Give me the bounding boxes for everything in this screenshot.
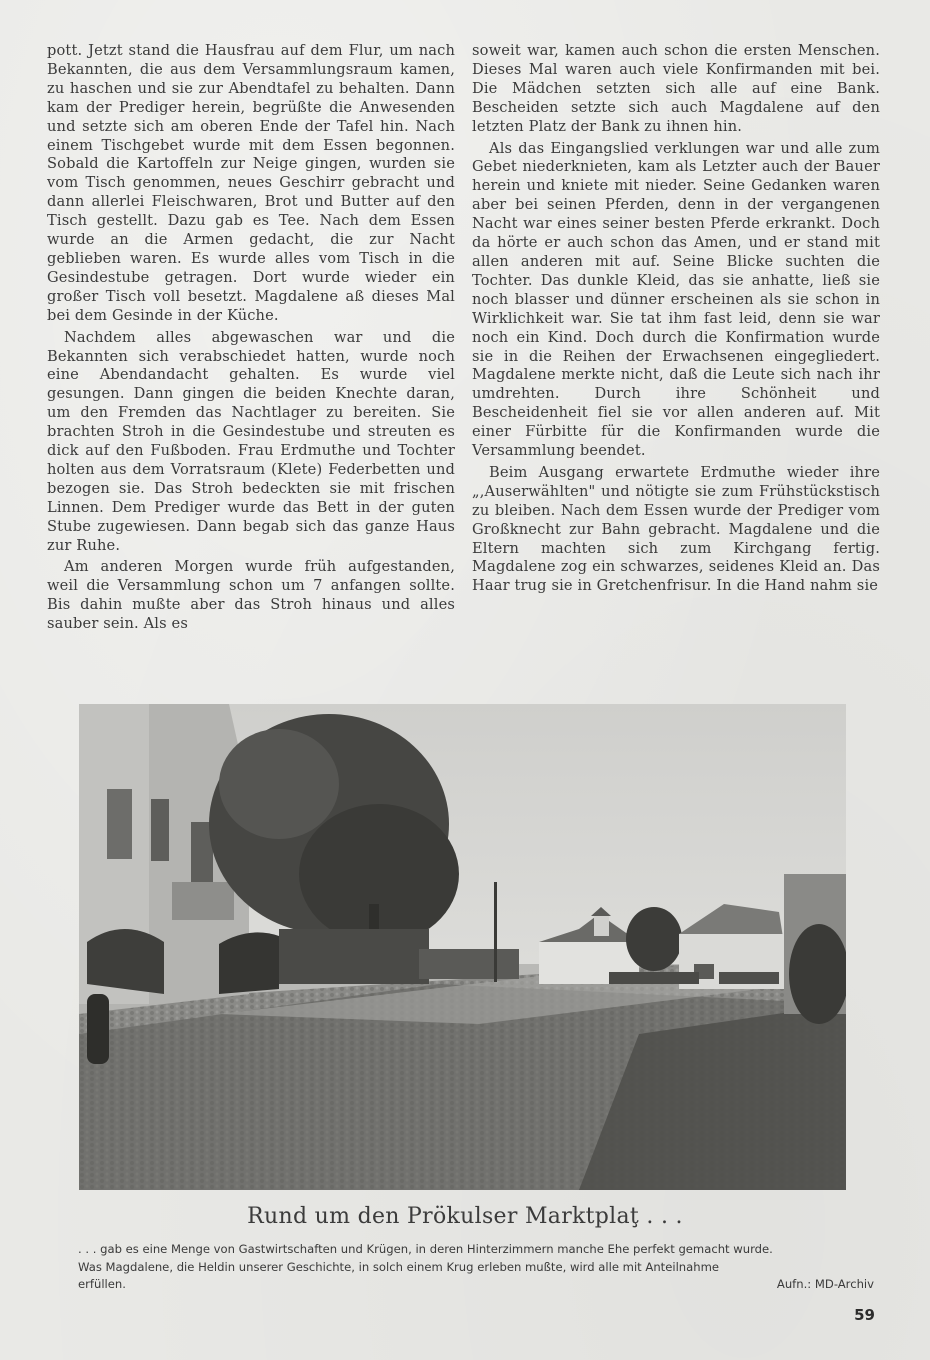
arched-gateway [219,932,279,994]
paragraph: pott. Jetzt stand die Hausfrau auf dem Flur, um nach Bekannten, die aus dem Versammlungsraum kamen, zu haschen und sie zur Abendtafel zu behalten. Dann kam der Prediger herein, begrüßte die Anwesenden und setzte sich am oberen Ende der Tafel hin. Nach einem Tischgebet wurde mit dem Essen begonnen. Sobald die Kartoffeln zur Neige gingen, wurden sie vom Tisch genommen, neues Geschirr gebracht und dann allerlei Fleischwaren, Brot und Butter auf den Tisch gestellt. Dazu gab es Tee. Nach dem Essen wurde an die Armen gedacht, die zur Nacht geblieben waren. Es wurde alles vom Tisch in die Gesindestube getragen. Dort wurde wieder ein großer Tisch voll besetzt. Magdalene aß dieses Mal bei dem Gesinde in der Küche. [47,42,455,324]
person [87,994,109,1064]
photo-caption-title: Rund um den Prökulser Marktplaţ . . . [247,1204,683,1229]
page-number: 59 [854,1306,875,1324]
carts [609,972,699,984]
caption-line: erfüllen. [78,1277,126,1291]
caption-line: . . . gab es eine Menge von Gastwirtschaften und Krügen, in deren Hinterzimmern manche Ehe perfekt gemacht wurde. [78,1242,773,1256]
paragraph: soweit war, kamen auch schon die ersten Menschen. Dieses Mal waren auch viele Konfirmanden mit bei. Die Mädchen setzten sich alle auf eine Bank. Bescheiden setzte sich auch Magdalene auf den letzten Platz der Bank zu ihnen hin. [472,42,880,135]
article-column-left [47,42,455,634]
article-column-right [472,42,880,596]
photo-caption [78,1241,874,1294]
tree-crown [219,729,339,839]
photo-illustration [79,704,846,1190]
paragraph: Beim Ausgang erwartete Erdmuthe wieder ihre „,Auserwählten" und nötigte sie zum Frühstückstisch zu bleiben. Nach dem Essen wurde der Prediger vom Großknecht zur Bahn gebracht. Magdalene und die Eltern machten sich zum Kirchgang fertig. Magdalene zog ein schwarzes, seidenes Kleid an. Das Haar trug sie in Gretchenfrisur. In die Hand nahm sie [472,463,880,595]
utility-pole [494,882,497,982]
window [107,789,132,859]
photo-credit: Aufn.: MD-Archiv [776,1277,874,1291]
tower [594,914,609,936]
tree [626,907,682,971]
market-square-photo [79,704,846,1190]
shop-sign [172,882,234,920]
shed [279,929,429,984]
carts [719,972,779,984]
caption-line: Was Magdalene, die Heldin unserer Geschichte, in solch einem Krug erleben mußte, wird alle mit Anteilnahme [78,1259,720,1274]
shed [419,949,519,979]
arched-doorway [87,929,164,994]
paragraph: Als das Eingangslied verklungen war und alle zum Gebet niederknieten, kam als Letzter auch der Bauer herein und kniete mit nieder. Seine Gedanken waren aber bei seinen Pferden, denn in der vergangenen Nacht war eines seiner besten Pferde erkrankt. Doch da hörte er auch schon das Amen, und er stand mit allen anderen mit auf. Seine Blicke suchten die Tochter. Das dunkle Kleid, das sie anhatte, ließ sie noch blasser und dünner erscheinen als sie schon in Wirklichkeit war. Sie tat ihm fast leid, denn sie war noch ein Kind. Doch durch die Konfirmation wurde sie in die Reihen der Erwachsenen eingegliedert. Magdalene merkte nicht, daß die Leute sich nach ihr umdrehten. Durch ihre Schönheit und Bescheidenheit fiel sie vor allen anderen auf. Mit einer Fürbitte für die Konfirmanden wurde die Versammlung beendet. [472,139,880,460]
window [151,799,169,861]
caption-credit-row [78,1276,874,1294]
paragraph: Am anderen Morgen wurde früh aufgestanden, weil die Versammlung schon um 7 anfangen sollte. Bis dahin mußte aber das Stroh hinaus und alles sauber sein. Als es [47,558,455,633]
paragraph: Nachdem alles abgewaschen war und die Bekannten sich verabschiedet hatten, wurde noch eine Abendandacht gehalten. Es wurde viel gesungen. Dann gingen die beiden Knechte daran, um den Fremden das Nachtlager zu bereiten. Sie brachten Stroh in die Gesindestube und streuten es dick auf den Fußboden. Frau Erdmuthe und Tochter holten aus dem Vorratsraum (Klete) Federbetten und bezogen sie. Das Stroh bedeckten sie mit frischen Linnen. Dem Prediger wurde das Bett in der guten Stube zugewiesen. Dann begab sich das ganze Haus zur Ruhe. [47,328,455,554]
